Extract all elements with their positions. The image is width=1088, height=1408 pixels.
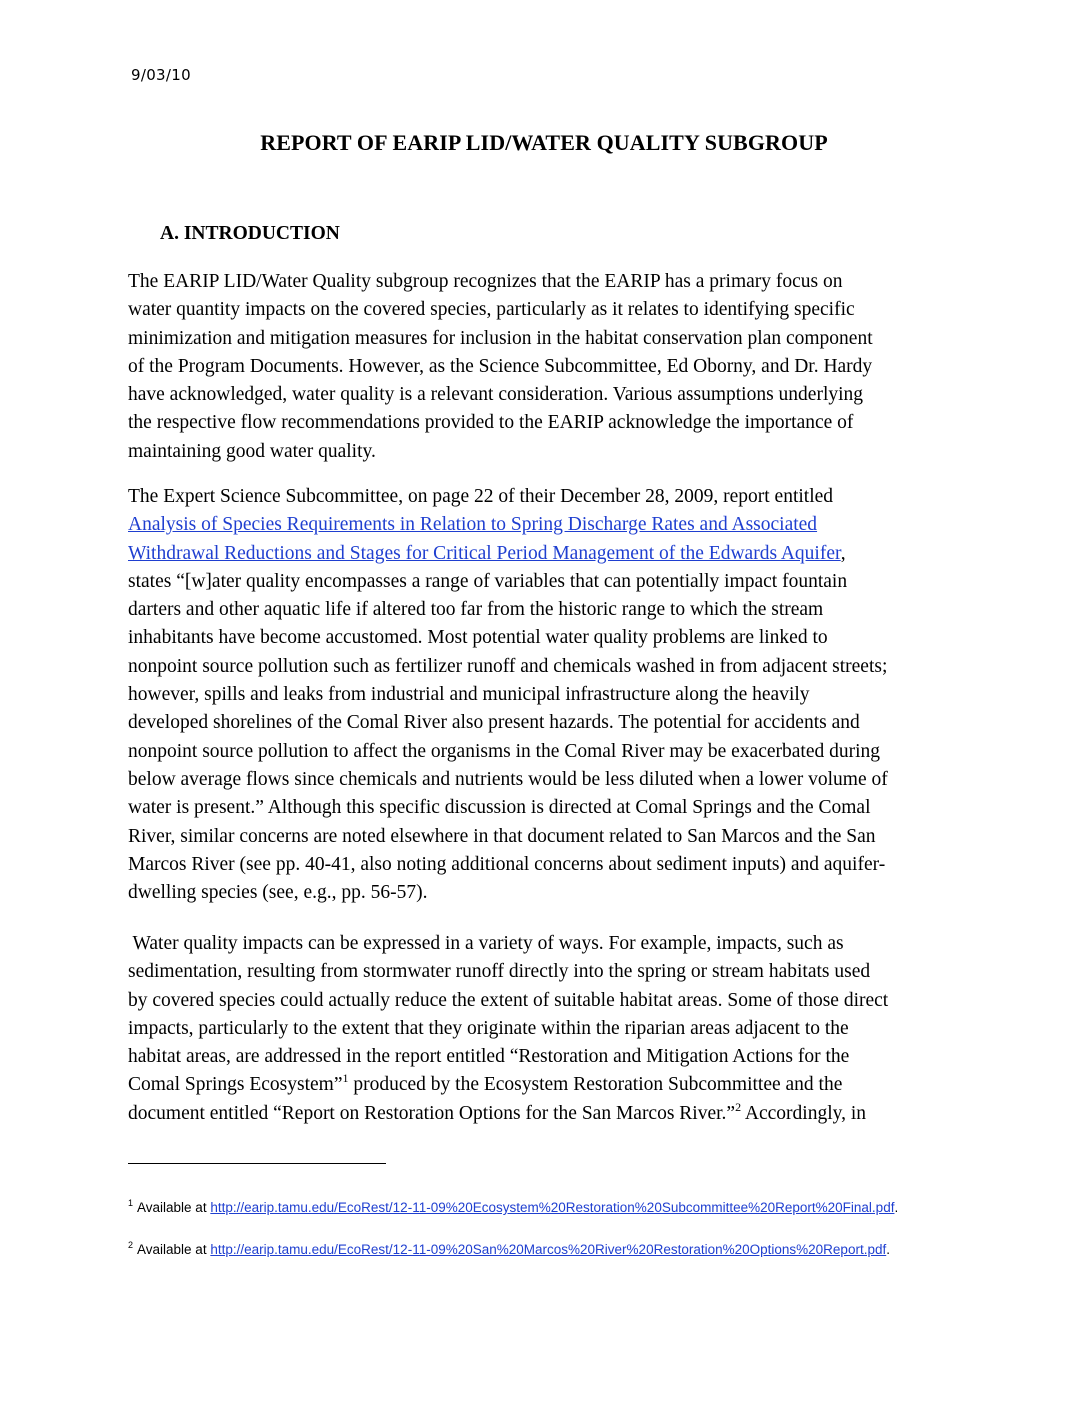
paragraph-line: Water quality impacts can be expressed in a variety of ways. For example, impacts, such as [128, 933, 844, 954]
paragraph-line: Marcos River (see pp. 40-41, also noting additional concerns about sediment inputs) and aquifer- [128, 853, 886, 875]
paragraph-line: states “[w]ater quality encompasses a range of variables that can potentially impact fountain [128, 570, 848, 592]
footnote-reference[interactable]: 1 [342, 1071, 349, 1086]
paragraph-line: nonpoint source pollution to affect the organisms in the Comal River may be exacerbated during [128, 740, 881, 762]
paragraph-line: developed shorelines of the Comal River also present hazards. The potential for accidents and [128, 712, 860, 734]
paragraph-line: by covered species could actually reduce the extent of suitable habitat areas. Some of those direct [128, 989, 889, 1011]
paragraph-line: The Expert Science Subcommittee, on page 22 of their December 28, 2009, report entitled [128, 486, 834, 507]
paragraph-water-quality-impacts [128, 930, 968, 1128]
paragraph-line: maintaining good water quality. [128, 440, 376, 462]
section-heading-introduction: A. INTRODUCTION [160, 223, 340, 244]
footnote-reference[interactable]: 2 [735, 1099, 742, 1114]
paragraph-line: habitat areas, are addressed in the report entitled “Restoration and Mitigation Actions for the [128, 1046, 850, 1068]
footnote-url-link[interactable]: http://earip.tamu.edu/EcoRest/12-11-09%20San%20Marcos%20River%20Restoration%20Options%20Report.pdf [210, 1242, 887, 1257]
paragraph-line: nonpoint source pollution such as fertilizer runoff and chemicals washed in from adjacent streets; [128, 655, 888, 677]
line-text: produced by the Ecosystem Restoration Subcommittee and the [348, 1074, 843, 1096]
report-title-link[interactable]: Withdrawal Reductions and Stages for Critical Period Management of the Edwards Aquifer [128, 542, 841, 564]
paragraph-line: minimization and mitigation measures for inclusion in the habitat conservation plan component [128, 327, 873, 349]
paragraph-line: inhabitants have become accustomed. Most potential water quality problems are linked to [128, 627, 828, 649]
footnote [128, 1242, 890, 1257]
report-title-link[interactable]: Analysis of Species Requirements in Relation to Spring Discharge Rates and Associated [128, 514, 818, 536]
paragraph-line: the respective flow recommendations provided to the EARIP acknowledge the importance of [128, 412, 854, 434]
paragraph-line: The EARIP LID/Water Quality subgroup recognizes that the EARIP has a primary focus on [128, 271, 843, 292]
footnote-number: 2 [128, 1240, 134, 1250]
footnote-suffix: . [886, 1242, 890, 1257]
paragraph-intro [128, 268, 968, 466]
paragraph-expert-science [128, 483, 968, 907]
line-text: Comal Springs Ecosystem” [128, 1074, 343, 1096]
line-text: document entitled “Report on Restoration Options for the San Marcos River.” [128, 1102, 736, 1124]
link-suffix: , [840, 542, 846, 564]
footnote [128, 1200, 898, 1215]
paragraph-line [128, 511, 968, 539]
paragraph-line: have acknowledged, water quality is a relevant consideration. Various assumptions underlying [128, 384, 864, 406]
footnote-divider [128, 1163, 386, 1164]
paragraph-line [128, 1071, 968, 1099]
paragraph-line: of the Program Documents. However, as the Science Subcommittee, Ed Oborny, and Dr. Hardy [128, 355, 873, 377]
paragraph-line: dwelling species (see, e.g., pp. 56-57). [128, 882, 428, 904]
paragraph-line: River, similar concerns are noted elsewhere in that document related to San Marcos and the San [128, 825, 876, 847]
footnote-prefix: Available at [137, 1242, 211, 1257]
paragraph-line: however, spills and leaks from industrial and municipal infrastructure along the heavily [128, 684, 810, 706]
paragraph-line: water quantity impacts on the covered species, particularly as it relates to identifying specific [128, 299, 855, 321]
paragraph-line: impacts, particularly to the extent that they originate within the riparian areas adjacent to the [128, 1017, 849, 1039]
footnote-prefix: Available at [137, 1200, 211, 1215]
paragraph-line: below average flows since chemicals and nutrients would be less diluted when a lower volume of [128, 768, 888, 790]
paragraph-line: water is present.” Although this specific discussion is directed at Comal Springs and the Comal [128, 797, 871, 819]
footnote-suffix: . [894, 1200, 899, 1215]
paragraph-line: darters and other aquatic life if altered too far from the historic range to which the stream [128, 599, 824, 621]
footnote-number: 1 [128, 1198, 134, 1208]
paragraph-line [128, 1100, 968, 1128]
document-date: 9/03/10 [131, 66, 191, 84]
footnote-url-link[interactable]: http://earip.tamu.edu/EcoRest/12-11-09%20Ecosystem%20Restoration%20Subcommittee%20Report%20Final.pdf [210, 1200, 895, 1215]
line-text: Accordingly, in [741, 1102, 867, 1124]
paragraph-line [128, 540, 968, 568]
paragraph-line: sedimentation, resulting from stormwater runoff directly into the spring or stream habitats used [128, 961, 871, 983]
page-title: REPORT OF EARIP LID/WATER QUALITY SUBGROUP [260, 130, 828, 155]
